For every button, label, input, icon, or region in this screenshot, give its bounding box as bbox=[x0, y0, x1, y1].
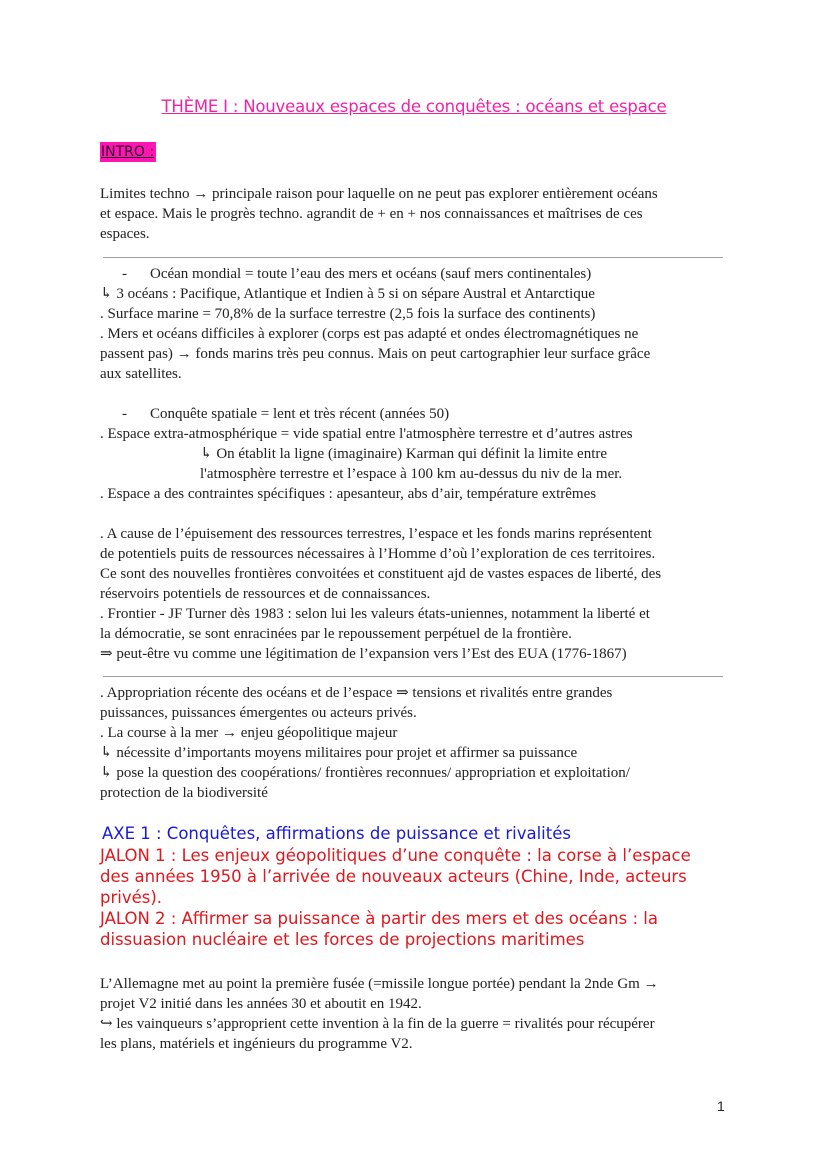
text-line: ↪ les vainqueurs s’approprient cette invention à la fin de la guerre = rivalités pour récupérer bbox=[100, 1016, 655, 1032]
text-line: . Surface marine = 70,8% de la surface terrestre (2,5 fois la surface des continents) bbox=[100, 306, 596, 322]
jalon-line: JALON 2 : Affirmer sa puissance à partir des mers et des océans : la bbox=[100, 909, 658, 928]
ocean-section bbox=[100, 264, 728, 384]
text-line: . Frontier - JF Turner dès 1983 : selon lui les valeurs états-uniennes, notamment la liberté et bbox=[100, 606, 650, 622]
text-line: ⇒ peut-être vu comme une légitimation de l’expansion vers l’Est des EUA (1776-1867) bbox=[100, 646, 627, 662]
text-line: la démocratie, se sont enracinées par le repoussement perpétuel de la frontière. bbox=[100, 626, 572, 642]
jalon-2-heading bbox=[100, 908, 740, 950]
jalon-line: JALON 1 : Les enjeux géopolitiques d’une conquête : la corse à l’espace bbox=[100, 846, 691, 865]
text-line: . Espace a des contraintes spécifiques : apesanteur, abs d’air, température extrêmes bbox=[100, 486, 597, 502]
text-line: . A cause de l’épuisement des ressources terrestres, l’espace et les fonds marins représentent bbox=[100, 526, 652, 542]
karman-line: ↳ On établit la ligne (imaginaire) Karman qui définit la limite entre bbox=[200, 446, 608, 462]
text-line: Limites techno → principale raison pour laquelle on ne peut pas explorer entièrement océans bbox=[100, 186, 658, 202]
page-title: THÈME I : Nouveaux espaces de conquêtes : océans et espace bbox=[161, 97, 667, 116]
text-line: espaces. bbox=[100, 226, 150, 242]
text-line: de potentiels puits de ressources nécessaires à l’Homme d’où l’exploration de ces territoires. bbox=[100, 546, 656, 562]
space-heading-text: Conquête spatiale = lent et très récent (années 50) bbox=[150, 406, 450, 422]
text-line: passent pas) → fonds marins très peu connus. Mais on peut cartographier leur surface grâce bbox=[100, 346, 651, 362]
separator-line bbox=[103, 257, 723, 258]
page-number: 1 bbox=[717, 1098, 725, 1114]
text-line: Ce sont des nouvelles frontières convoitées et constituent ajd de vastes espaces de liberté, des bbox=[100, 566, 662, 582]
jalon-line: des années 1950 à l’arrivée de nouveaux acteurs (Chine, Inde, acteurs bbox=[100, 867, 687, 886]
dash-bullet: - bbox=[122, 266, 127, 282]
text-line: L’Allemagne met au point la première fusée (=missile longue portée) pendant la 2nde Gm → bbox=[100, 976, 659, 992]
text-line: et espace. Mais le progrès techno. agrandit de + en + nos connaissances et maîtrises de ces bbox=[100, 206, 643, 222]
text-line: puissances, puissances émergentes ou acteurs privés. bbox=[100, 705, 417, 721]
text-line: ↳ nécessite d’importants moyens militaires pour projet et affirmer sa puissance bbox=[100, 745, 578, 761]
text-line: . Mers et océans difficiles à explorer (corps est pas adapté et ondes électromagnétiques ne bbox=[100, 326, 639, 342]
v2-section bbox=[100, 974, 728, 1054]
text-line: projet V2 initié dans les années 30 et aboutit en 1942. bbox=[100, 996, 422, 1012]
karman-line: l'atmosphère terrestre et l’espace à 100 km au-dessus du niv de la mer. bbox=[200, 466, 623, 482]
dash-bullet: - bbox=[122, 406, 127, 422]
text-line: ↳ 3 océans : Pacifique, Atlantique et Indien à 5 si on sépare Austral et Antarctique bbox=[100, 286, 595, 302]
text-line: réservoirs potentiels de ressources et de connaissances. bbox=[100, 586, 431, 602]
text-line: protection de la biodiversité bbox=[100, 785, 268, 801]
jalon-line: privés). bbox=[100, 888, 163, 907]
jalon-1-heading bbox=[100, 845, 740, 908]
text-line: aux satellites. bbox=[100, 366, 182, 382]
axe-1-heading: AXE 1 : Conquêtes, affirmations de puissance et rivalités bbox=[102, 824, 571, 843]
intro-label: INTRO : bbox=[101, 144, 155, 160]
separator-line bbox=[103, 676, 723, 677]
text-line: . La course à la mer → enjeu géopolitique majeur bbox=[100, 725, 398, 741]
text-line: les plans, matériels et ingénieurs du programme V2. bbox=[100, 1036, 413, 1052]
space-heading bbox=[100, 404, 728, 424]
text-line: . Appropriation récente des océans et de l’espace ⇒ tensions et rivalités entre grandes bbox=[100, 685, 613, 701]
jalon-line: dissuasion nucléaire et les forces de projections maritimes bbox=[100, 930, 585, 949]
resources-section bbox=[100, 524, 728, 664]
appropriation-section bbox=[100, 683, 728, 803]
text-line: ↳ pose la question des coopérations/ frontières reconnues/ appropriation et exploitation/ bbox=[100, 765, 630, 781]
intro-paragraph bbox=[100, 184, 728, 244]
ocean-heading bbox=[100, 264, 728, 284]
ocean-heading-text: Océan mondial = toute l’eau des mers et océans (sauf mers continentales) bbox=[150, 266, 592, 282]
text-line: . Espace extra-atmosphérique = vide spatial entre l'atmosphère terrestre et d’autres astres bbox=[100, 426, 633, 442]
space-section bbox=[100, 404, 728, 504]
